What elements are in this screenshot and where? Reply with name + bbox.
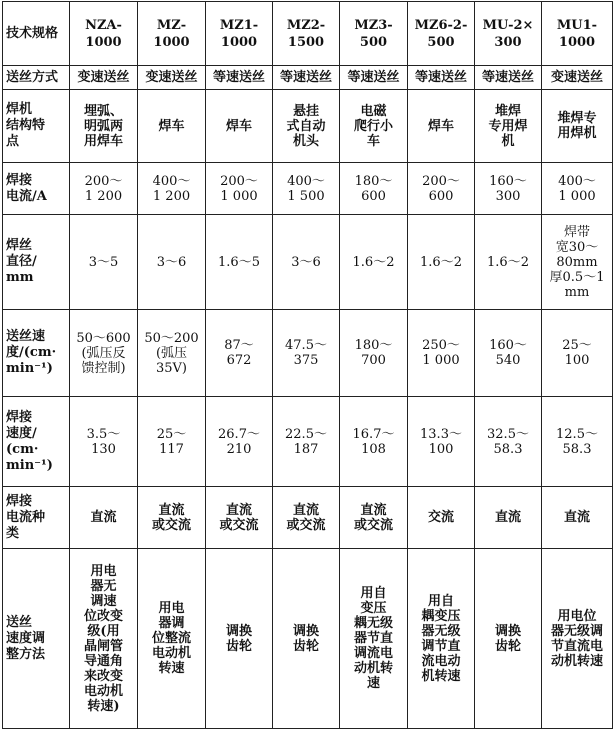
table-cell: 400～ 1 200 — [138, 163, 206, 215]
table-cell: 焊车 — [408, 90, 475, 163]
table-row — [3, 163, 613, 215]
table-cell: 200～ 1 000 — [206, 163, 273, 215]
row-label: 送丝方式 — [3, 66, 70, 90]
table-cell: 47.5～ 375 — [273, 310, 340, 397]
table-cell: 等速送丝 — [273, 66, 340, 90]
table-cell: 32.5～ 58.3 — [475, 397, 542, 487]
table-cell: 3～6 — [138, 215, 206, 310]
table-cell: 用自 变压 耦无级 器节直 调流电 动机转 速 — [340, 549, 408, 729]
table-cell: 22.5～ 187 — [273, 397, 340, 487]
spec-table — [2, 1, 613, 729]
table-cell: 13.3～ 100 — [408, 397, 475, 487]
table-cell: 16.7～ 108 — [340, 397, 408, 487]
header-cell: MZ1- 1000 — [206, 2, 273, 66]
table-cell: 200～ 600 — [408, 163, 475, 215]
table-cell: 25～ 117 — [138, 397, 206, 487]
header-cell: NZA- 1000 — [70, 2, 138, 66]
table-cell: 50～600 (弧压反 馈控制) — [70, 310, 138, 397]
table-cell: 160～ 540 — [475, 310, 542, 397]
table-cell: 调换 齿轮 — [273, 549, 340, 729]
header-cell: 技术规格 — [3, 2, 70, 66]
table-row — [3, 215, 613, 310]
table-cell: 3.5～ 130 — [70, 397, 138, 487]
row-label: 焊机 结构特 点 — [3, 90, 70, 163]
table-cell: 180～ 700 — [340, 310, 408, 397]
table-cell: 变速送丝 — [70, 66, 138, 90]
table-cell: 直流 — [70, 487, 138, 549]
row-label: 焊接 电流/A — [3, 163, 70, 215]
table-cell: 悬挂 式自动 机头 — [273, 90, 340, 163]
table-cell: 电磁 爬行小 车 — [340, 90, 408, 163]
table-cell: 3～6 — [273, 215, 340, 310]
table-cell: 直流 — [542, 487, 613, 549]
table-cell: 180～ 600 — [340, 163, 408, 215]
table-row — [3, 66, 613, 90]
table-cell: 堆焊专 用焊机 — [542, 90, 613, 163]
table-cell: 埋弧、 明弧两 用焊车 — [70, 90, 138, 163]
table-cell: 交流 — [408, 487, 475, 549]
table-cell: 用电 器调 位整流 电动机 转速 — [138, 549, 206, 729]
table-cell: 25～ 100 — [542, 310, 613, 397]
table-cell: 50～200 (弧压 35V) — [138, 310, 206, 397]
table-cell: 250～ 1 000 — [408, 310, 475, 397]
table-row — [3, 90, 613, 163]
table-cell: 等速送丝 — [408, 66, 475, 90]
table-cell: 堆焊 专用焊 机 — [475, 90, 542, 163]
table-cell: 等速送丝 — [340, 66, 408, 90]
table-cell: 等速送丝 — [475, 66, 542, 90]
table-cell: 焊车 — [138, 90, 206, 163]
header-cell: MU-2× 300 — [475, 2, 542, 66]
table-cell: 调换 齿轮 — [475, 549, 542, 729]
table-cell: 焊带 宽30～ 80mm 厚0.5～1 mm — [542, 215, 613, 310]
row-label: 焊接 电流种 类 — [3, 487, 70, 549]
table-cell: 焊车 — [206, 90, 273, 163]
table-cell: 直流 或交流 — [138, 487, 206, 549]
table-row — [3, 397, 613, 487]
table-cell: 直流 或交流 — [273, 487, 340, 549]
table-cell: 用电 器无 调速 位改变 级(用 晶闸管 导通角 来改变 电动机 转速) — [70, 549, 138, 729]
table-cell: 1.6～2 — [340, 215, 408, 310]
row-label: 送丝 速度调 整方法 — [3, 549, 70, 729]
header-row — [3, 2, 613, 66]
row-label: 焊丝 直径/ mm — [3, 215, 70, 310]
table-row — [3, 549, 613, 729]
header-cell: MZ3- 500 — [340, 2, 408, 66]
table-cell: 1.6～5 — [206, 215, 273, 310]
table-cell: 直流 或交流 — [340, 487, 408, 549]
table-cell: 1.6～2 — [408, 215, 475, 310]
table-cell: 160～ 300 — [475, 163, 542, 215]
table-cell: 200～ 1 200 — [70, 163, 138, 215]
table-cell: 87～ 672 — [206, 310, 273, 397]
table-cell: 直流 — [475, 487, 542, 549]
table-cell: 1.6～2 — [475, 215, 542, 310]
table-cell: 用电位 器无级调 节直流电 动机转速 — [542, 549, 613, 729]
header-cell: MZ- 1000 — [138, 2, 206, 66]
table-cell: 400～ 1 500 — [273, 163, 340, 215]
row-label: 焊接 速度/ (cm· min⁻¹) — [3, 397, 70, 487]
table-cell: 等速送丝 — [206, 66, 273, 90]
table-cell: 用自 耦变压 器无级 调节直 流电动 机转速 — [408, 549, 475, 729]
table-cell: 变速送丝 — [138, 66, 206, 90]
header-cell: MZ2- 1500 — [273, 2, 340, 66]
table-cell: 400～ 1 000 — [542, 163, 613, 215]
row-label: 送丝速 度/(cm· min⁻¹) — [3, 310, 70, 397]
table-cell: 3～5 — [70, 215, 138, 310]
table-cell: 直流 或交流 — [206, 487, 273, 549]
header-cell: MZ6-2- 500 — [408, 2, 475, 66]
table-cell: 26.7～ 210 — [206, 397, 273, 487]
header-cell: MU1- 1000 — [542, 2, 613, 66]
table-cell: 12.5～ 58.3 — [542, 397, 613, 487]
table-cell: 调换 齿轮 — [206, 549, 273, 729]
table-cell: 变速送丝 — [542, 66, 613, 90]
table-row — [3, 310, 613, 397]
table-row — [3, 487, 613, 549]
